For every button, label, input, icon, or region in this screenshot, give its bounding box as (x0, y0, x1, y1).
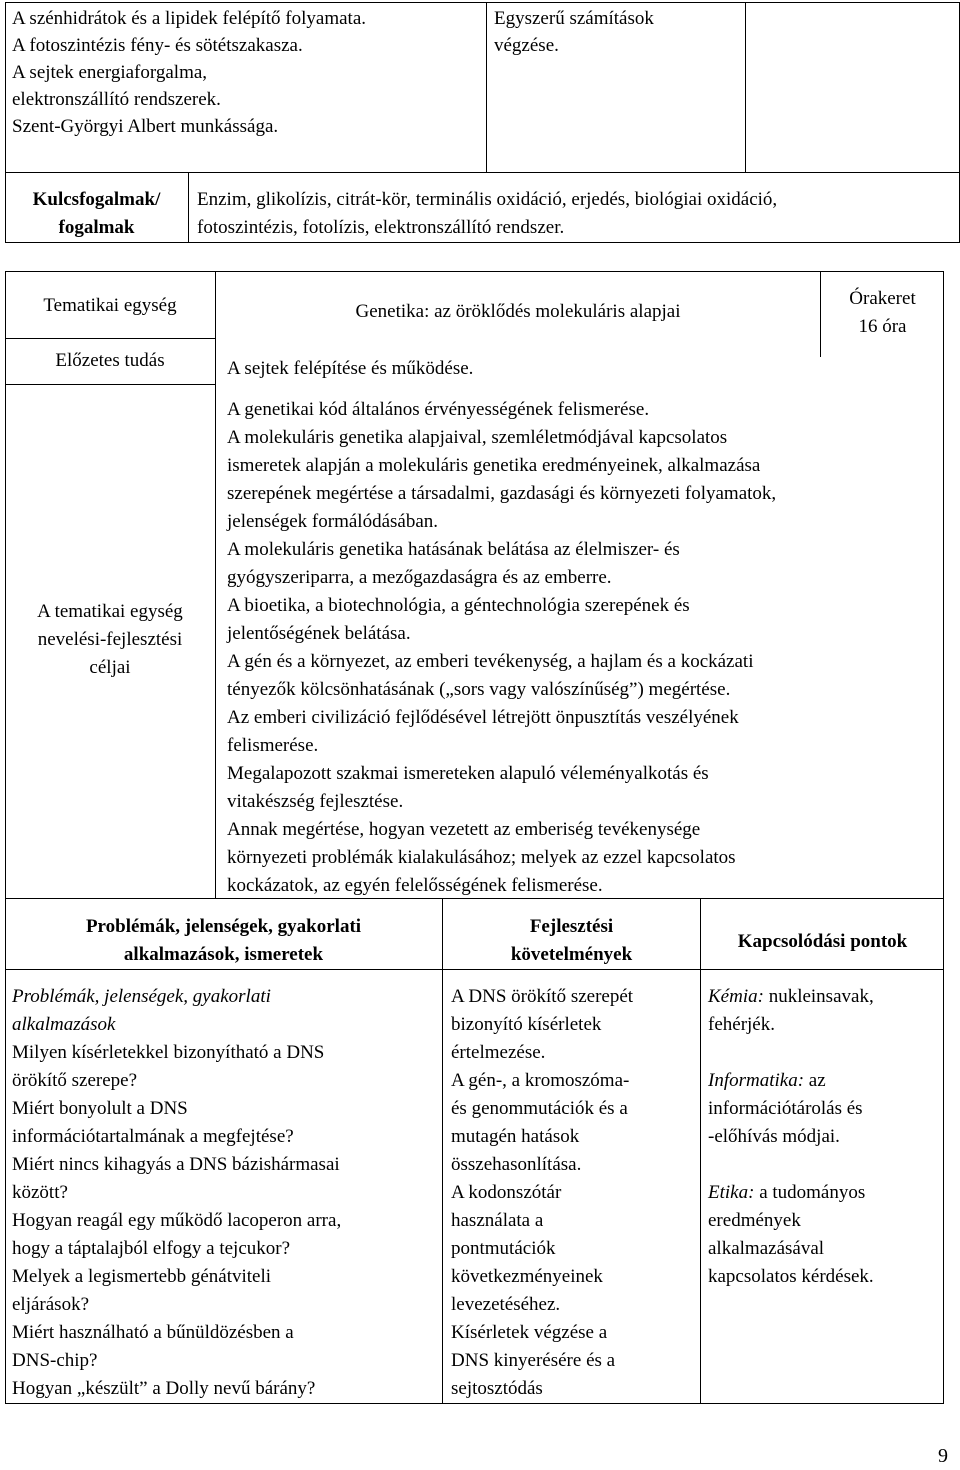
prior-knowledge-value: A sejtek felépítése és működése. (227, 358, 474, 379)
requirements-column (451, 983, 697, 1403)
goal-line: Megalapozott szakmai ismereteken alapuló véleményalkotás és (227, 763, 709, 784)
goal-line: vitakészség fejlesztése. (227, 791, 404, 812)
divider (745, 2, 746, 173)
requirement-line: értelmezése. (451, 1042, 546, 1063)
goal-line: A genetikai kód általános érvényességének felismerése. (227, 399, 650, 420)
goal-line: A molekuláris genetika hatásának belátása az élelmiszer- és (227, 539, 680, 560)
goals-text (227, 396, 939, 900)
question-line: Miért használható a bűnüldözésben a (12, 1322, 294, 1343)
topic-line: A fotoszintézis fény- és sötétszakasza. (12, 35, 303, 56)
question-line: Milyen kísérletekkel bizonyítható a DNS (12, 1042, 325, 1063)
problems-column (12, 983, 440, 1403)
goal-line: Az emberi civilizáció fejlődésével létrejött önpusztítás veszélyének (227, 707, 739, 728)
prior-knowledge-label: Előzetes tudás (55, 350, 165, 371)
requirement-line: levezetéséhez. (451, 1294, 561, 1315)
divider (188, 172, 189, 243)
topic-line: A sejtek energiaforgalma, (12, 62, 208, 83)
col3-header: Kapcsolódási pontok (737, 931, 908, 952)
unit-label: Tematikai egység (43, 295, 177, 316)
question-line: Melyek a legismertebb génátviteli (12, 1266, 272, 1287)
divider (442, 898, 443, 1404)
divider (5, 172, 960, 173)
divider (5, 384, 215, 385)
requirement-line: DNS kinyerésére és a (451, 1350, 616, 1371)
divider (5, 969, 944, 970)
topic-line: A szénhidrátok és a lipidek felépítő folyamata. (12, 8, 367, 29)
question-line: Hogyan „készült” a Dolly nevű bárány? (12, 1378, 316, 1399)
requirement-line: használata a (451, 1210, 544, 1231)
skill-line: Egyszerű számítások (494, 8, 654, 29)
question-line: eljárások? (12, 1294, 90, 1315)
goal-line: szerepének megértése a társadalmi, gazdasági és környezeti folyamatok, (227, 483, 777, 504)
question-line: DNS-chip? (12, 1350, 98, 1371)
key-concepts-text: Enzim, glikolízis, citrát-kör, terminális oxidáció, erjedés, biológiai oxidáció, fotoszintézis, fotolízis, elektronszállító rendszer. (197, 189, 778, 238)
col1-header: Problémák, jelenségek, gyakorlati alkalmazások, ismeretek (85, 916, 362, 965)
key-concepts-label: Kulcsfogalmak/ fogalmak (32, 189, 161, 238)
question-line: Miért bonyolult a DNS (12, 1098, 188, 1119)
goal-line: kockázatok, az egyén felelősségének felismerése. (227, 875, 603, 896)
hours-cell (821, 285, 944, 341)
requirement-line: és genommutációk és a (451, 1098, 628, 1119)
goal-line: A gén és a környezet, az emberi tevékenység, a hajlam és a kockázati (227, 651, 754, 672)
goal-line: tényezők kölcsönhatásának („sors vagy valószínűség”) megértése. (227, 679, 731, 700)
goals-label: A tematikai egység nevelési-fejlesztési céljai (37, 601, 183, 678)
requirement-line: pontmutációk (451, 1238, 556, 1259)
goal-line: gyógyszeriparra, a mezőgazdaságra és az emberre. (227, 567, 612, 588)
divider (5, 338, 215, 339)
goal-line: ismeretek alapján a molekuláris genetika eredményeinek, alkalmazása (227, 455, 761, 476)
skills-cell (494, 5, 742, 60)
goal-line: jelentőségének belátása. (227, 623, 411, 644)
goal-line: A bioetika, a biotechnológia, a géntechnológia szerepének és (227, 595, 690, 616)
connection-ethics: Etika: a tudományos (708, 1182, 866, 1203)
question-line: információtartalmának a megfejtése? (12, 1126, 294, 1147)
connection-informatics: Informatika: az (708, 1070, 826, 1091)
question-line: Hogyan reagál egy működő lacoperon arra, (12, 1210, 342, 1231)
requirement-line: A DNS örökítő szerepét (451, 986, 634, 1007)
hours-value: 16 óra (858, 316, 907, 337)
requirement-line: A gén-, a kromoszóma- (451, 1070, 630, 1091)
requirement-line: bizonyító kísérletek (451, 1014, 602, 1035)
requirement-line: Kísérletek végzése a (451, 1322, 608, 1343)
requirement-line: következményeinek (451, 1266, 603, 1287)
col2-header: Fejlesztési követelmények (510, 916, 633, 965)
connections-column: Kémia: nukleinsavak, fehérjék. Informatika: az információtárolás és -előhívás módjai. Etika: a tudományos eredmények alkalmazásával kapcsolatos kérdések. (708, 983, 942, 1291)
divider (486, 2, 487, 173)
hours-label: Órakeret (849, 288, 916, 309)
divider (215, 271, 216, 898)
topic-line: elektronszállító rendszerek. (12, 89, 221, 110)
requirement-line: sejtosztódás (451, 1378, 543, 1399)
page-number: 9 (938, 1445, 948, 1467)
skill-line: végzése. (494, 35, 559, 56)
requirement-line: összehasonlítása. (451, 1154, 582, 1175)
question-line: között? (12, 1182, 68, 1203)
goal-line: Annak megértése, hogyan vezetett az emberiség tevékenysége (227, 819, 701, 840)
goal-line: jelenségek formálódásában. (227, 511, 439, 532)
problems-subheading: alkalmazások (12, 1014, 116, 1035)
question-line: hogy a táptalajból elfogy a tejcukor? (12, 1238, 291, 1259)
requirement-line: A kodonszótár (451, 1182, 562, 1203)
question-line: örökítő szerepe? (12, 1070, 138, 1091)
question-line: Miért nincs kihagyás a DNS bázishármasai (12, 1154, 340, 1175)
topic-line: Szent-Györgyi Albert munkássága. (12, 116, 279, 137)
goal-line: környezeti problémák kialakulásához; melyek az ezzel kapcsolatos (227, 847, 736, 868)
requirement-line: mutagén hatások (451, 1126, 580, 1147)
goal-line: felismerése. (227, 735, 319, 756)
unit-title: Genetika: az öröklődés molekuláris alapjai (355, 301, 681, 322)
topics-cell (12, 5, 482, 141)
problems-subheading: Problémák, jelenségek, gyakorlati (12, 986, 271, 1007)
goal-line: A molekuláris genetika alapjaival, szemléletmódjával kapcsolatos (227, 427, 728, 448)
divider (700, 898, 701, 1404)
connection-chemistry: Kémia: nukleinsavak, (708, 986, 874, 1007)
